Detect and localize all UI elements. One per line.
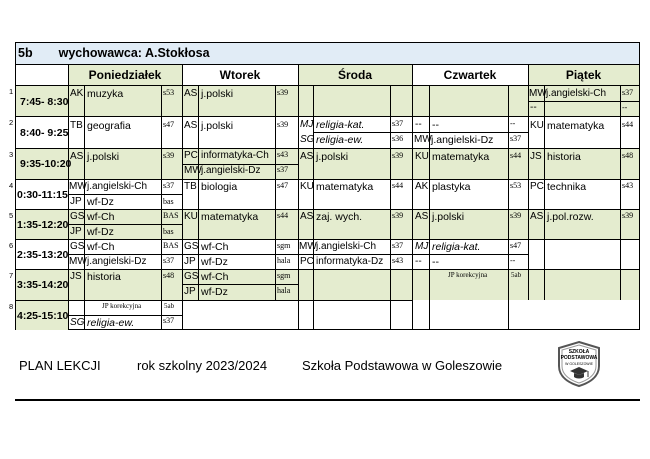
room: s37 — [163, 316, 175, 325]
logo-line: SZKOŁA — [568, 349, 590, 355]
grid-line — [198, 86, 199, 300]
room: s39 — [510, 211, 522, 220]
subject: j.pol.rozw. — [547, 211, 594, 223]
room: s39 — [277, 88, 289, 97]
subject: zaj. wych. — [316, 211, 363, 223]
room: bas — [163, 197, 174, 206]
grid-line — [161, 86, 162, 329]
room: sgm — [277, 241, 291, 250]
timetable-grid — [9, 64, 640, 330]
teacher-code: -- — [415, 119, 422, 130]
teacher-code: KU — [300, 181, 314, 192]
day-header-friday: Piątek — [565, 68, 602, 82]
subject: matematyka — [201, 211, 259, 223]
subject: j.polski — [201, 88, 234, 100]
room: s44 — [510, 151, 522, 160]
period-time: 9:35-10:20 — [20, 158, 72, 170]
grid-line — [16, 269, 639, 270]
subject: wf-Dz — [201, 286, 228, 298]
teacher-code: MW — [69, 256, 87, 267]
teacher-code: AK — [70, 88, 84, 99]
room: s37 — [622, 88, 634, 97]
period-number: 7 — [9, 271, 14, 280]
teacher-code: MW — [184, 165, 202, 176]
subject: informatyka-Dz — [316, 256, 384, 267]
grid-line — [16, 85, 639, 86]
subject: wf-Dz — [87, 196, 114, 208]
room: hala — [277, 256, 291, 265]
room: s47 — [163, 120, 175, 129]
subject: matematyka — [432, 151, 490, 163]
grid-line — [16, 148, 639, 149]
teacher-code: JS — [70, 271, 82, 282]
logo-line: PODSTAWOWA — [560, 355, 598, 361]
class-header — [15, 42, 640, 65]
subject: religia-kat. — [432, 241, 481, 253]
split-line — [68, 224, 182, 225]
room: s43 — [392, 256, 404, 265]
footer-school-year: rok szkolny 2023/2024 — [137, 358, 268, 373]
period-number: 5 — [9, 211, 14, 220]
room: s47 — [277, 181, 289, 190]
split-line — [68, 194, 182, 195]
room: s39 — [277, 120, 289, 129]
footer-school-name: Szkoła Podstawowa w Goleszowie — [302, 358, 503, 373]
teacher-code: PC — [300, 256, 314, 267]
subject: j.angielski-Ch — [546, 88, 607, 99]
period-time: 0:30-11:15 — [17, 189, 68, 201]
period-time: 7:45- 8:30 — [20, 96, 69, 108]
school-logo — [555, 340, 603, 388]
period-time: 4:25-15:10 — [17, 310, 69, 322]
room: bas — [163, 227, 174, 236]
subject: plastyka — [432, 181, 471, 193]
teacher-code: JP — [184, 286, 196, 297]
room: s37 — [392, 241, 404, 250]
period-number: 6 — [9, 241, 14, 250]
subject: j.polski — [432, 211, 465, 223]
teacher-code: -- — [530, 102, 537, 113]
room: s37 — [510, 134, 522, 143]
subject: religia-ew. — [87, 317, 135, 329]
room: s39 — [392, 151, 404, 160]
subject: wf-Dz — [201, 256, 228, 268]
teacher-code: GS — [184, 241, 199, 252]
teacher-code: GS — [70, 211, 85, 222]
grid-line — [544, 86, 545, 300]
grid-line — [84, 86, 85, 329]
subject: -- — [432, 119, 439, 131]
period-number: 4 — [9, 181, 14, 190]
room: s48 — [622, 151, 634, 160]
teacher-code: KU — [184, 211, 198, 222]
subject: wf-Ch — [87, 211, 115, 223]
teacher-code: TB — [184, 181, 197, 192]
period-number: 1 — [9, 87, 14, 96]
room: -- — [622, 103, 628, 112]
teacher-code: AS — [300, 151, 314, 162]
bottom-rule — [15, 399, 640, 401]
grid-line — [16, 239, 639, 240]
subject: matematyka — [316, 181, 374, 193]
split-line — [313, 132, 412, 133]
teacher-code: AS — [70, 151, 84, 162]
room: BAS — [163, 211, 179, 220]
subject: biologia — [201, 181, 238, 193]
teacher-code: JP — [70, 196, 82, 207]
teacher-code: AS — [184, 120, 198, 131]
subject: j.angielski-Dz — [87, 256, 147, 267]
split-line — [182, 284, 298, 285]
room: s37 — [277, 165, 289, 174]
subject: informatyka-Ch — [201, 150, 269, 161]
room: s44 — [277, 211, 289, 220]
teacher-code: AS — [415, 211, 429, 222]
room: s37 — [163, 181, 175, 190]
split-line — [298, 254, 412, 255]
subject: j.angielski-Dz — [201, 165, 261, 176]
teacher-code: MW — [69, 181, 87, 192]
room: s43 — [277, 150, 289, 159]
split-line — [412, 254, 528, 255]
note: JP korekcyjna — [448, 271, 488, 279]
subject: wf-Ch — [201, 241, 229, 253]
teacher-code: MW — [299, 241, 317, 252]
teacher-code: JS — [530, 151, 542, 162]
subject: technika — [547, 181, 587, 193]
grid-line — [390, 86, 391, 329]
period-time: 8:40- 9:25 — [20, 127, 69, 139]
room: BAS — [163, 241, 179, 250]
day-header-tuesday: Wtorek — [219, 68, 261, 82]
teacher-code: JP — [70, 226, 82, 237]
grid-line — [16, 116, 639, 117]
footer-plan-title: PLAN LEKCJI — [19, 358, 101, 373]
period-number: 8 — [9, 302, 14, 311]
subject: wf-Ch — [87, 241, 115, 253]
grid-line — [508, 86, 509, 329]
teacher-code: TB — [70, 120, 83, 131]
subject: wf-Dz — [87, 226, 114, 238]
room: -- — [510, 119, 516, 128]
note: JP korekcyjna — [102, 302, 142, 310]
teacher-code: AK — [415, 181, 429, 192]
grid-line — [412, 65, 413, 329]
room: s36 — [392, 134, 404, 143]
teacher-code: AS — [530, 211, 544, 222]
room: 5ab — [511, 271, 522, 279]
subject: matematyka — [547, 120, 605, 132]
room: -- — [510, 256, 516, 265]
homeroom-teacher: wychowawca: A.Stokłosa — [58, 46, 210, 60]
day-header-wednesday: Środa — [337, 68, 372, 82]
subject: j.polski — [316, 151, 349, 163]
subject: religia-ew. — [316, 134, 364, 146]
teacher-code: GS — [184, 271, 199, 282]
grid-line — [16, 179, 639, 180]
room: s53 — [510, 181, 522, 190]
subject: j.angielski-Ch — [316, 241, 377, 252]
split-line — [68, 254, 182, 255]
room: s43 — [622, 181, 634, 190]
subject: wf-Ch — [201, 271, 229, 283]
teacher-code: PC — [530, 181, 544, 192]
logo-line: W GOLESZOWIE — [565, 362, 593, 366]
split-line — [528, 101, 639, 102]
room: s53 — [163, 88, 175, 97]
teacher-code: MJ — [415, 241, 429, 252]
grid-line — [620, 86, 621, 300]
room: sgm — [277, 271, 291, 280]
subject: geografia — [87, 120, 131, 132]
split-line — [412, 132, 528, 133]
room: s44 — [392, 181, 404, 190]
subject: -- — [432, 256, 439, 268]
grid-line — [298, 65, 299, 329]
grid-line — [16, 300, 412, 301]
room: s39 — [622, 211, 634, 220]
subject: historia — [87, 271, 121, 283]
teacher-code: KU — [415, 151, 429, 162]
subject: j.polski — [87, 151, 120, 163]
teacher-code: KU — [530, 120, 544, 131]
subject: j.polski — [201, 120, 234, 132]
room: 5ab — [164, 302, 175, 310]
period-time: 1:35-12:20 — [17, 219, 69, 231]
teacher-code: SG — [300, 134, 315, 145]
teacher-code: MW — [414, 134, 432, 145]
teacher-code: SG — [70, 317, 85, 328]
teacher-code: AS — [300, 211, 314, 222]
period-time: 3:35-14:20 — [17, 279, 69, 291]
subject: j.angielski-Dz — [431, 134, 494, 146]
period-time: 2:35-13:20 — [17, 249, 69, 261]
room: s48 — [163, 271, 175, 280]
room: hala — [277, 286, 291, 295]
teacher-code: GS — [70, 241, 85, 252]
subject: muzyka — [87, 88, 124, 100]
teacher-code: MW — [529, 88, 547, 99]
split-line — [182, 254, 298, 255]
grid-line — [275, 86, 276, 300]
teacher-code: -- — [415, 256, 422, 267]
teacher-code: PC — [184, 150, 198, 161]
room: s37 — [163, 256, 175, 265]
day-header-monday: Poniedziałek — [88, 68, 162, 82]
grid-line — [16, 209, 639, 210]
room: s44 — [622, 120, 634, 129]
room: s39 — [163, 151, 175, 160]
teacher-code: AS — [184, 88, 198, 99]
period-number: 3 — [9, 150, 14, 159]
subject: j.angielski-Ch — [87, 181, 148, 192]
teacher-code: MJ — [300, 119, 314, 130]
room: s47 — [510, 241, 522, 250]
grid-line — [429, 86, 430, 329]
day-header-thursday: Czwartek — [443, 68, 497, 82]
room: s39 — [392, 211, 404, 220]
room: s37 — [392, 119, 404, 128]
period-number: 2 — [9, 118, 14, 127]
class-name: 5b — [18, 46, 33, 60]
subject: religia-kat. — [316, 119, 365, 131]
teacher-code: JP — [184, 256, 196, 267]
subject: historia — [547, 151, 581, 163]
